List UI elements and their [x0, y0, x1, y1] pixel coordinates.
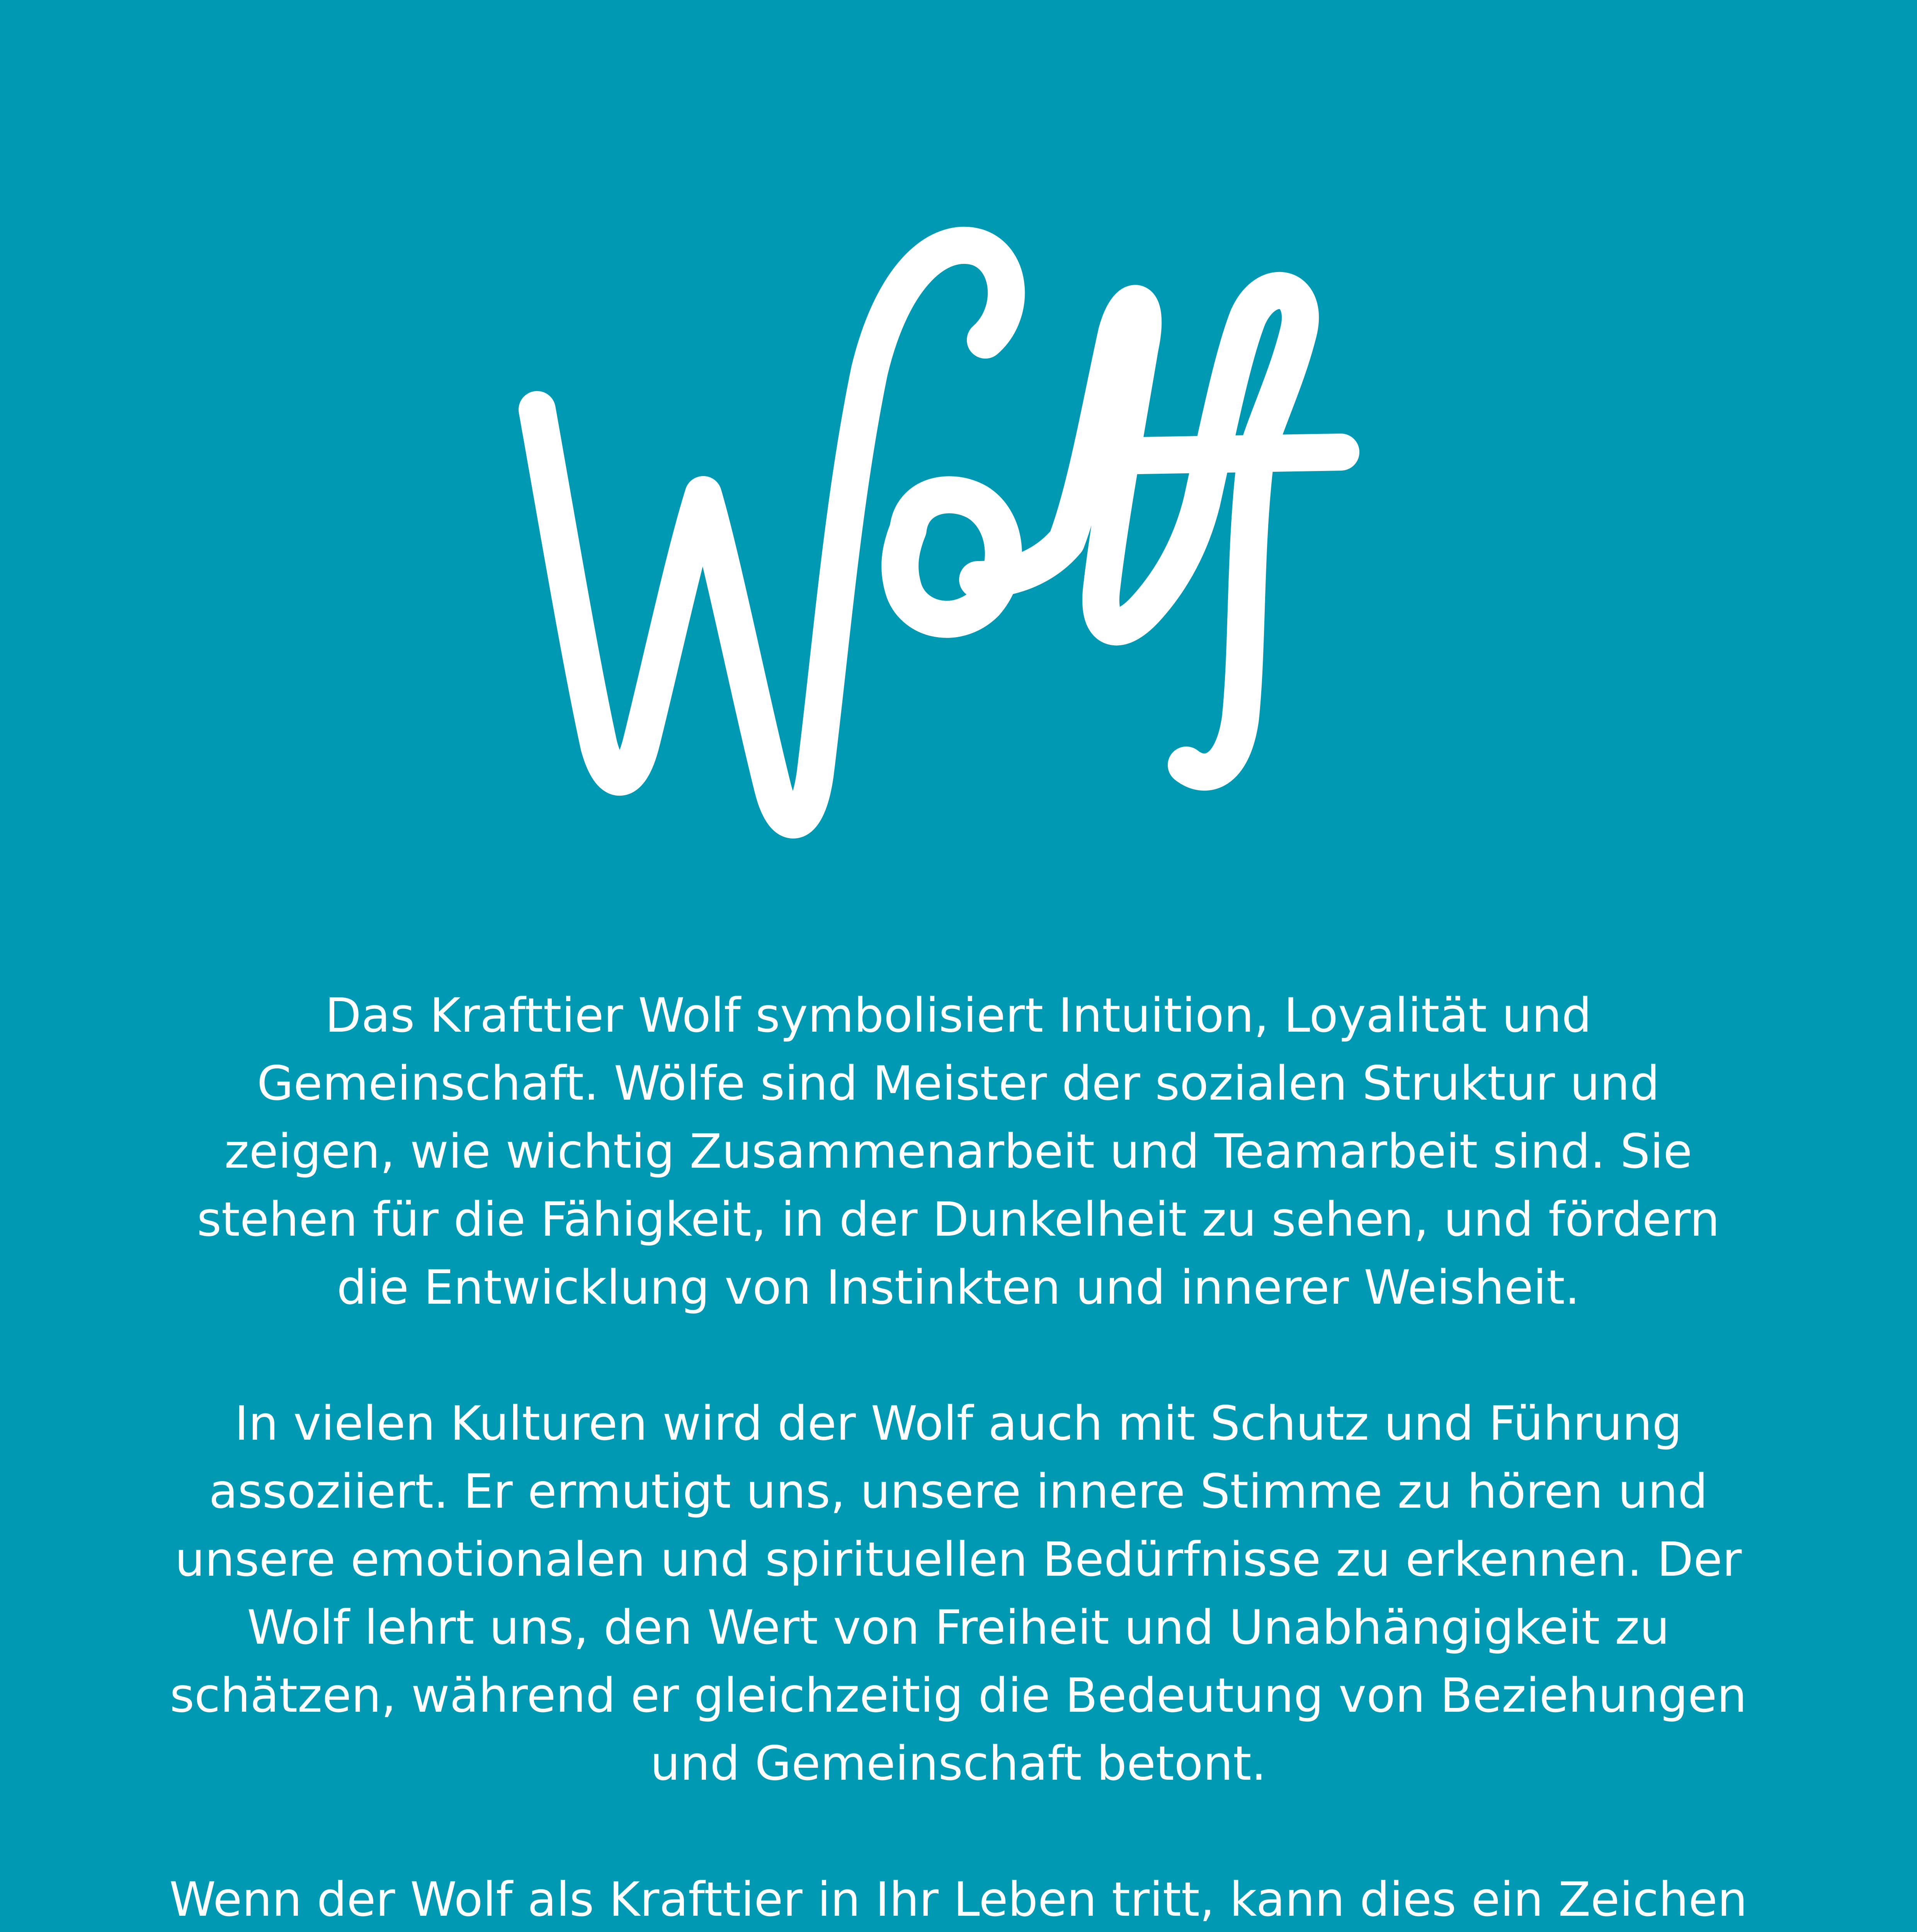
paragraph-cultures: In vielen Kulturen wird der Wolf auch mit Schutz und Führung assoziiert. Er ermutigt uns, unsere innere Stimme zu hören und unsere emotionalen und spirituellen Bedürfnisse zu erkennen. Der Wolf lehrt uns, den Wert von Freiheit und Unabhängigkeit zu schätzen, während er gleichzeitig die Bedeutung von Beziehungen und Gemeinschaft betont. — [170, 1396, 1747, 1791]
paragraph-intro: Das Krafttier Wolf symbolisiert Intuition, Loyalität und Gemeinschaft. Wölfe sind Meister der sozialen Struktur und zeigen, wie wichtig Zusammenarbeit und Teamarbeit sind. Sie stehen für die Fähigkeit, in der Dunkelheit zu sehen, und fördern die Entwicklung von Instinkten und innerer Weisheit. — [197, 988, 1720, 1315]
title-script-lettering — [514, 201, 1403, 877]
paragraph-power-animal: Wenn der Wolf als Krafttier in Ihr Leben tritt, kann dies ein Zeichen — [169, 1872, 1748, 1927]
body-text — [128, 981, 1789, 1932]
page-title — [0, 201, 1917, 877]
